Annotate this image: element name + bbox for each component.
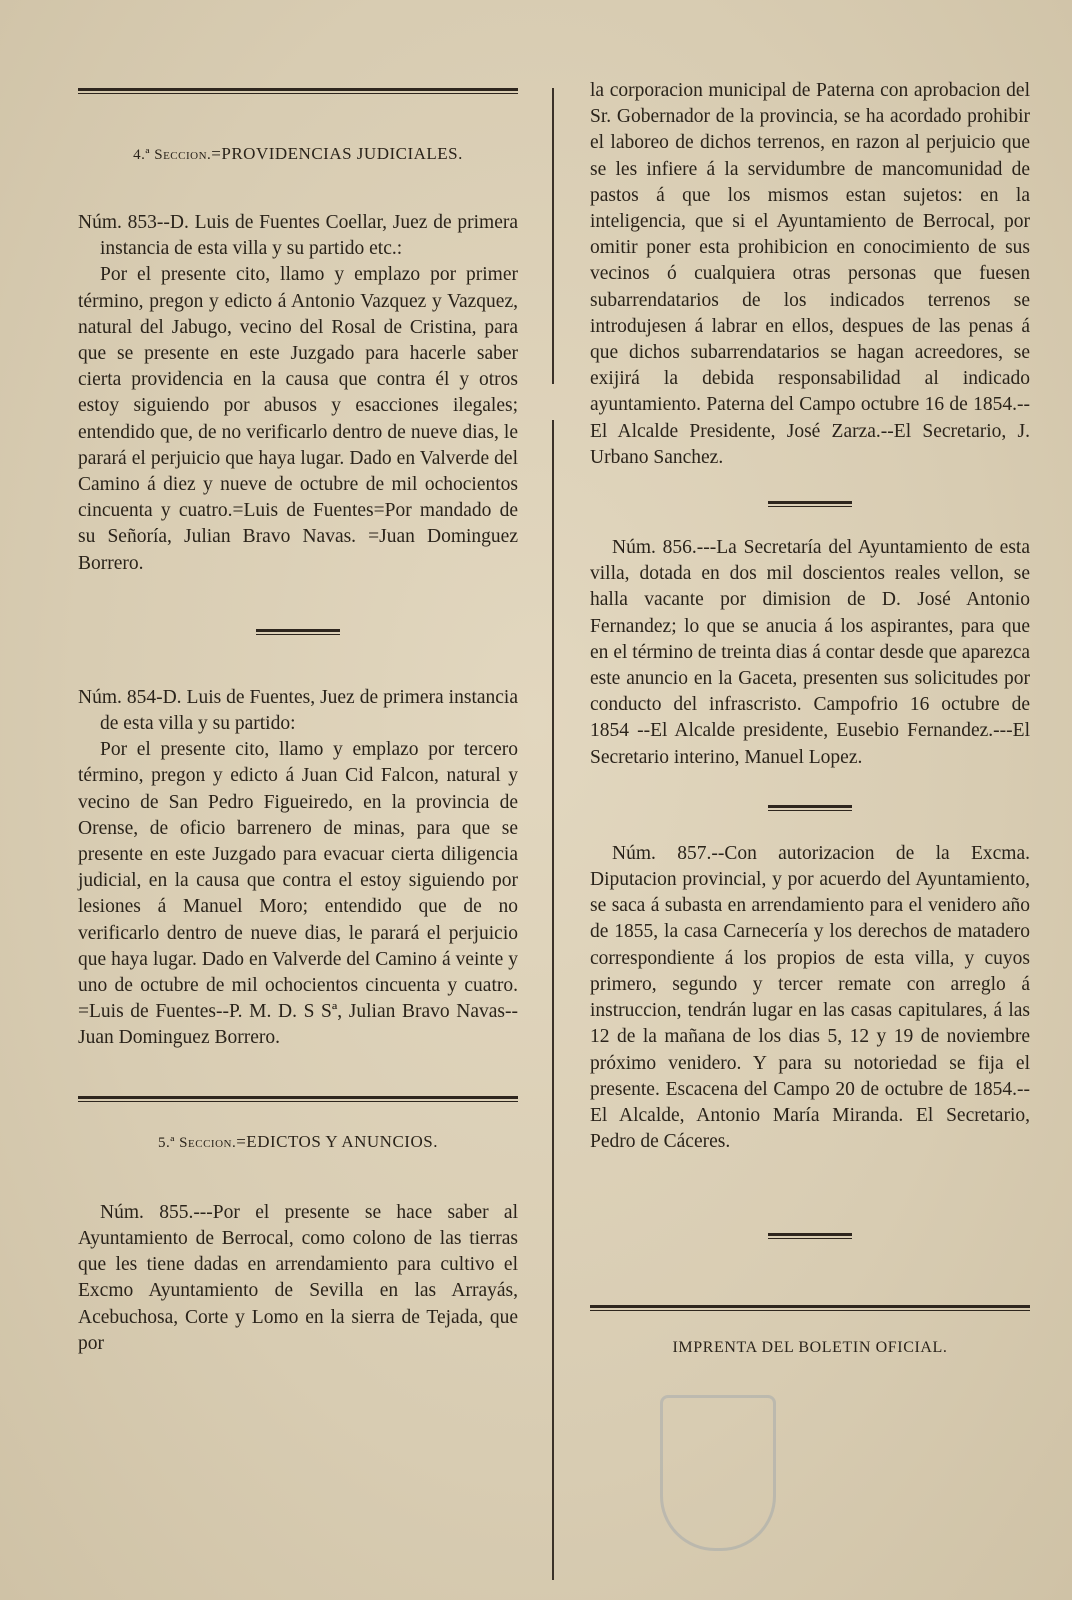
notice-853	[78, 210, 518, 577]
notice-857-body: Núm. 857.--Con autorizacion de la Excma. Diputacion provincial, y por acuerdo del Ayuntamiento, se saca á subasta en arrendamiento para el venidero año de 1855, la casa Carnecería y los derechos de matadero correspondiente á los propios de esta villa, y cuyos primero, segundo y tercer remate con arreglo á instruccion, tendrán lugar en las casas capitulares, á las 12 de la mañana de los dias 5, 12 y 19 de noviembre próximo venidero. Y para su notoriedad se fija el presente. Escacena del Campo 20 de octubre de 1854.--El Alcalde, Antonio María Miranda. El Secretario, Pedro de Cáceres.	[590, 842, 1030, 1153]
section-title: =PROVIDENCIAS JUDICIALES.	[211, 144, 463, 163]
separator-rule	[768, 501, 852, 507]
notice-854-body: Por el presente cito, llamo y emplazo por tercero término, pregon y edicto á Juan Cid Falcon, natural y vecino de San Pedro Figueiredo, en la provincia de Orense, de oficio barrenero de minas, para que se presente en este Juzgado para evacuar cierta diligencia judicial, en la causa que contra el estoy siguiendo por lesiones á Manuel Moro; entendido que de no verificarlo dentro de nueve dias, le parará el perjuicio que haya lugar. Dado en Valverde del Camino á veinte y uno de octubre de mil ochocientos cincuenta y cuatro. =Luis de Fuentes--P. M. D. S Sª, Julian Bravo Navas--Juan Dominguez Borrero.	[78, 739, 518, 1049]
top-rule	[78, 88, 518, 94]
section-number: 4.ª Seccion.	[133, 147, 212, 163]
notice-856-body: Núm. 856.---La Secretaría del Ayuntamiento de esta villa, dotada en dos mil doscientos reales vellon, se halla vacante por dimision de D. José Antonio Fernandez; lo que se anucia á los aspirantes, para que en el término de treinta dias á contar desde que aparezca este anuncio en la Gaceta, presenten sus solicitudes por conducto del infrascristo. Campofrio 16 octubre de 1854 --El Alcalde presidente, Eusebio Fernandez.---El Secretario interino, Manuel Lopez.	[590, 537, 1030, 768]
separator-rule	[256, 629, 340, 635]
section-4-heading	[78, 144, 518, 164]
separator-rule	[768, 805, 852, 811]
section-title: =EDICTOS Y ANUNCIOS.	[236, 1131, 438, 1151]
section-number: 5.ª Seccion.	[158, 1134, 237, 1151]
notice-854	[78, 685, 518, 1052]
notice-853-body: Por el presente cito, llamo y emplazo por primer término, pregon y edicto á Antonio Vazquez y Vazquez, natural del Jabugo, vecino del Rosal de Cristina, para que se presente en este Juzgado para hacerle saber cierta providencia en la causa que contra él y otros estoy siguiendo por abusos y esacciones ilegales; entendido que, de no verificarlo dentro de nueve dias, le parará el perjuicio que haya lugar. Dado en Valverde del Camino á diez y nueve de octubre de mil ochocientos cincuenta y cuatro.=Luis de Fuentes=Por mandado de su Señoría, Julian Bravo Navas. =Juan Dominguez Borrero.	[78, 264, 518, 574]
library-watermark-seal	[660, 1395, 776, 1551]
bottom-rule	[590, 1305, 1030, 1311]
notice-855-body-continued: la corporacion municipal de Paterna con aprobacion del Sr. Gobernador de la provincia, se ha acordado prohibir el laboreo de dichos terrenos, en razon al perjuicio que se les infiere á la servidumbre de mancomunidad de pastos á que los mismos estan sujetos: en la inteligencia, que si el Ayuntamiento de Berrocal, por omitir poner esta prohibicion en conocimiento de sus vecinos ó cualquiera otras personas que fuesen subarrendatarios de los indicados terrenos se introdujesen á labrar en ellos, despues de las penas á que dichos subarrendatarios se hagan acreedores, se exijirá la debida responsabilidad al indicado ayuntamiento. Paterna del Campo octubre 16 de 1854.--El Alcalde Presidente, José Zarza.--El Secretario, J. Urbano Sanchez.	[590, 80, 1030, 468]
printer-imprint: IMPRENTA DEL BOLETIN OFICIAL.	[672, 1339, 948, 1357]
section-5-heading	[78, 1132, 518, 1152]
column-divider	[552, 88, 554, 384]
left-column	[78, 80, 518, 1357]
notice-854-heading: Núm. 854-D. Luis de Fuentes, Juez de primera instancia de esta villa y su partido:	[78, 686, 518, 735]
section-rule	[78, 1096, 518, 1102]
right-column	[590, 78, 1030, 1373]
notice-855-body-start: Núm. 855.---Por el presente se hace saber al Ayuntamiento de Berrocal, como colono de las tierras que les tiene dadas en arrendamiento para cultivo el Excmo Ayuntamiento de Sevilla en las Arrayás, Acebuchosa, Corte y Lomo en la sierra de Tejada, que por	[78, 1201, 518, 1354]
column-divider	[552, 420, 554, 1580]
separator-rule	[768, 1233, 852, 1239]
notice-853-heading: Núm. 853--D. Luis de Fuentes Coellar, Juez de primera instancia de esta villa y su partido etc.:	[78, 212, 518, 260]
